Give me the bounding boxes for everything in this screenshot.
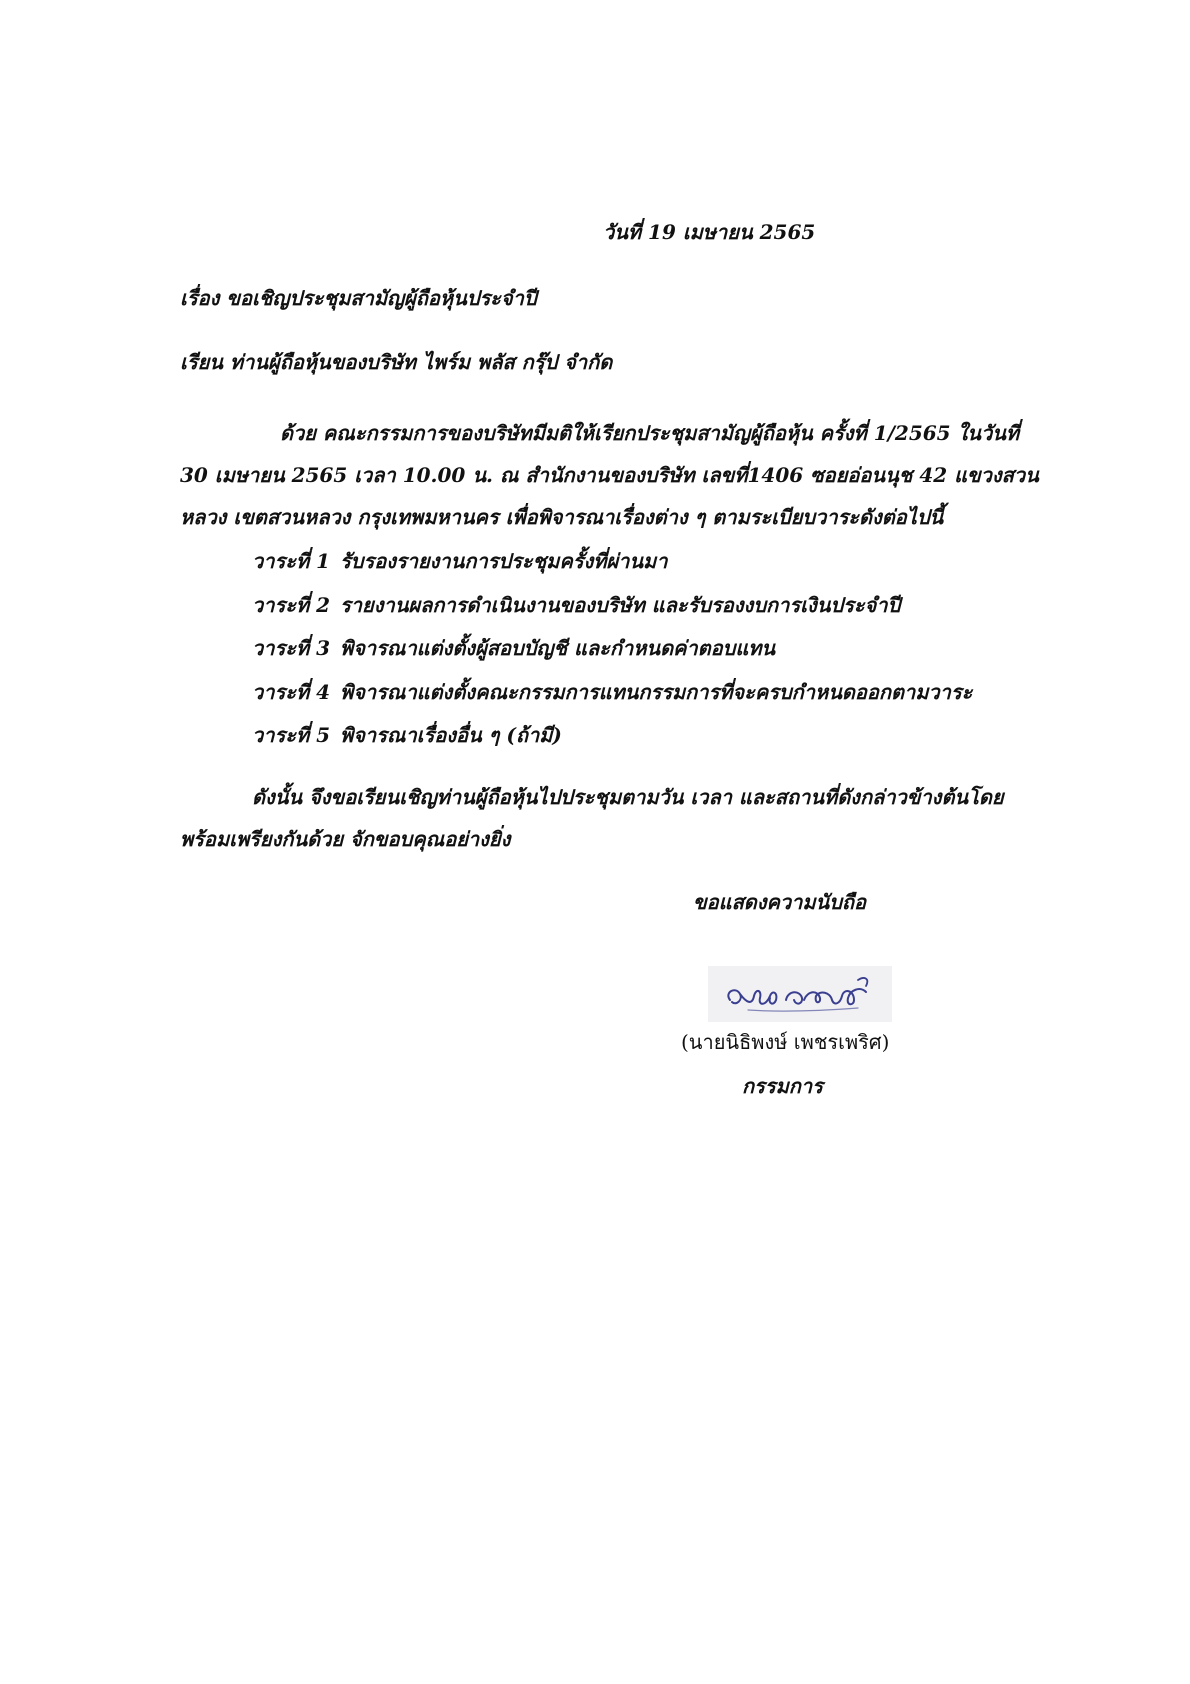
signature-stroke-icon <box>708 966 892 1022</box>
letter-subject: เรื่อง ขอเชิญประชุมสามัญผู้ถือหุ้นประจำปี <box>180 286 537 310</box>
agenda-item-text: พิจารณาแต่งตั้งผู้สอบบัญชี และกำหนดค่าตอบแทน <box>340 636 776 660</box>
paragraph-line: 30 เมษายน 2565 เวลา 10.00 น. ณ สำนักงานของบริษัท เลขที่1406 ซอยอ่อนนุช 42 แขวงสวน <box>180 463 1039 487</box>
letter-date: วันที่ 19 เมษายน 2565 <box>603 220 816 244</box>
paragraph-line: พร้อมเพรียงกันด้วย จักขอบคุณอย่างยิ่ง <box>180 827 511 851</box>
agenda-item-text: พิจารณาแต่งตั้งคณะกรรมการแทนกรรมการที่จะครบกำหนดออกตามวาระ <box>340 679 973 704</box>
agenda-item <box>252 627 972 671</box>
agenda-item-label: วาระที่ 5 <box>252 723 331 747</box>
agenda-list <box>252 540 972 758</box>
agenda-item <box>252 714 972 758</box>
agenda-item <box>252 671 972 715</box>
paragraph-line: ดังนั้น จึงขอเรียนเชิญท่านผู้ถือหุ้นไปประชุมตามวัน เวลา และสถานที่ดังกล่าวข้างต้นโดย <box>252 785 1004 809</box>
letter-recipient: เรียน ท่านผู้ถือหุ้นของบริษัท ไพร์ม พลัส กรุ๊ป จำกัด <box>180 350 613 374</box>
agenda-item-label: วาระที่ 2 <box>252 592 331 617</box>
agenda-item <box>252 584 972 628</box>
closing-salutation: ขอแสดงความนับถือ <box>693 890 867 914</box>
signer-position: กรรมการ <box>742 1074 823 1098</box>
paragraph-line: หลวง เขตสวนหลวง กรุงเทพมหานคร เพื่อพิจารณาเรื่องต่าง ๆ ตามระเบียบวาระดังต่อไปนี้ <box>180 505 944 529</box>
handwritten-signature <box>708 966 892 1022</box>
agenda-item-text: รายงานผลการดำเนินงานของบริษัท และรับรองงบการเงินประจำปี <box>340 592 901 617</box>
agenda-item-label: วาระที่ 3 <box>252 636 331 660</box>
agenda-item-label: วาระที่ 4 <box>252 679 331 704</box>
agenda-item-label: วาระที่ 1 <box>252 549 331 573</box>
paragraph-line: ด้วย คณะกรรมการของบริษัทมีมติให้เรียกประชุมสามัญผู้ถือหุ้น ครั้งที่ 1/2565 ในวันที่ <box>280 421 1020 445</box>
agenda-item-text: รับรองรายงานการประชุมครั้งที่ผ่านมา <box>340 549 668 573</box>
invitation-paragraph <box>180 776 1010 860</box>
agenda-item-text: พิจารณาเรื่องอื่น ๆ (ถ้ามี) <box>340 723 562 747</box>
agenda-item <box>252 540 972 584</box>
signer-name: (นายนิธิพงษ์ เพชรเพริศ) <box>681 1030 890 1054</box>
meeting-notice-paragraph <box>180 412 1039 538</box>
